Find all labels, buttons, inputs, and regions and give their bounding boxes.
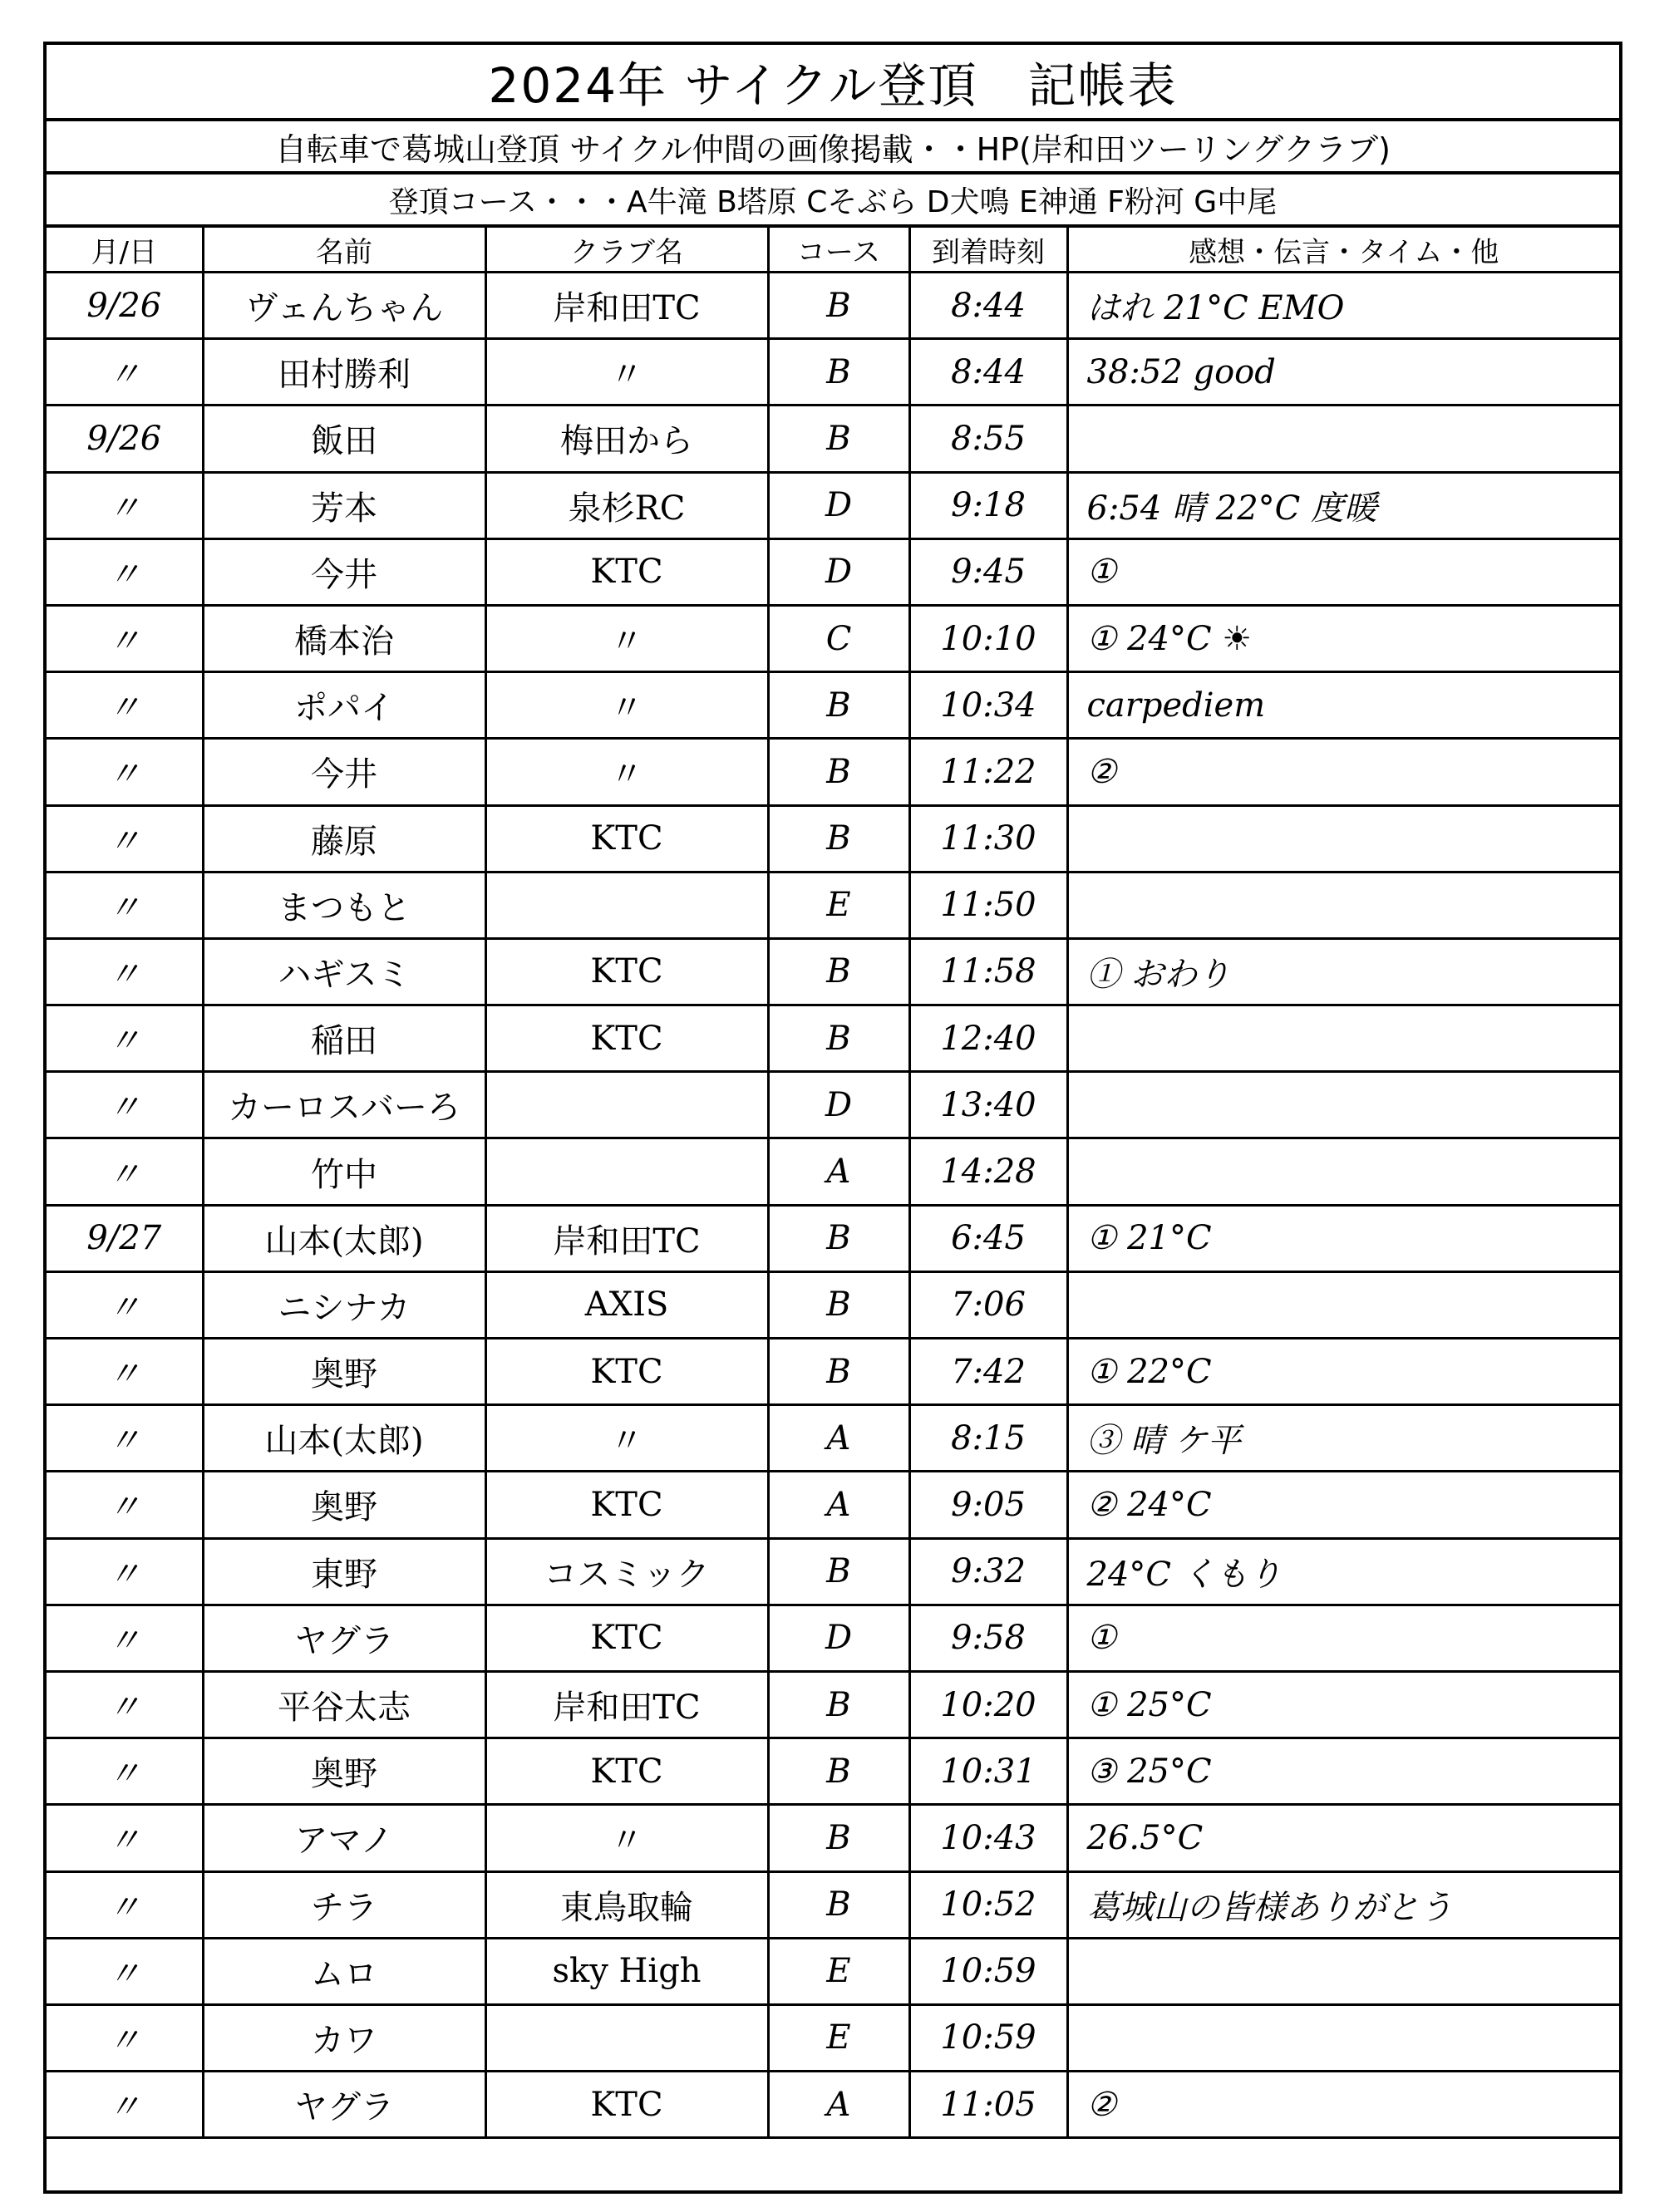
cell-time: 11:30 (909, 805, 1067, 872)
cell-time: 11:05 (909, 2072, 1067, 2138)
cell-date: 〃 (47, 605, 203, 671)
cell-note (1067, 1938, 1619, 2004)
cell-course: A (768, 1138, 909, 1205)
cell-course: B (768, 1805, 909, 1871)
cell-time: 9:18 (909, 472, 1067, 538)
cell-course: E (768, 2004, 909, 2071)
cell-note: ② (1067, 2072, 1619, 2138)
cell-note: ③ 25°C (1067, 1738, 1619, 1805)
cell-name: 山本(太郎) (203, 1205, 485, 1271)
col-name: 名前 (203, 228, 485, 273)
table-row (47, 1138, 1619, 1205)
cell-time: 9:58 (909, 1605, 1067, 1671)
cell-time: 10:31 (909, 1738, 1067, 1805)
cell-note: ① おわり (1067, 938, 1619, 1005)
cell-club (485, 1072, 768, 1138)
cell-course: B (768, 339, 909, 406)
cell-note: ① 25°C (1067, 1671, 1619, 1738)
table-row (47, 2072, 1619, 2138)
cell-club: KTC (485, 805, 768, 872)
cell-name: 田村勝利 (203, 339, 485, 406)
cell-time: 9:32 (909, 1538, 1067, 1605)
cell-name: ヴェんちゃん (203, 273, 485, 339)
course-legend: 登頂コース・・・A牛滝 B塔原 Cそぶら D犬鳴 E神通 F粉河 G中尾 (47, 175, 1619, 228)
table-row (47, 1938, 1619, 2004)
table-row (47, 273, 1619, 339)
cell-name: ニシナカ (203, 1271, 485, 1338)
cell-club: 〃 (485, 1405, 768, 1472)
cell-name: 藤原 (203, 805, 485, 872)
cell-note: ① 24°C ☀ (1067, 605, 1619, 671)
cell-club: KTC (485, 2072, 768, 2138)
cell-note: ① 21°C (1067, 1205, 1619, 1271)
cell-date: 〃 (47, 739, 203, 805)
cell-note (1067, 1138, 1619, 1205)
table-row (47, 1005, 1619, 1072)
cell-date: 〃 (47, 1538, 203, 1605)
cell-time: 8:55 (909, 406, 1067, 472)
header-row (47, 228, 1619, 273)
table-row (47, 1738, 1619, 1805)
page-title (47, 45, 1619, 121)
table-row (47, 1472, 1619, 1538)
cell-date: 〃 (47, 1605, 203, 1671)
cell-date: 9/27 (47, 1205, 203, 1271)
col-date: 月/日 (47, 228, 203, 273)
cell-club: sky High (485, 1938, 768, 2004)
cell-course: B (768, 1339, 909, 1405)
cell-date: 9/26 (47, 273, 203, 339)
cell-course: B (768, 1671, 909, 1738)
cell-date: 〃 (47, 2072, 203, 2138)
table-row (47, 1871, 1619, 1938)
cell-date: 9/26 (47, 406, 203, 472)
table-row (47, 1671, 1619, 1738)
cell-club: 〃 (485, 672, 768, 739)
cell-date: 〃 (47, 805, 203, 872)
table-row (47, 1405, 1619, 1472)
cell-date: 〃 (47, 672, 203, 739)
cell-time: 9:45 (909, 538, 1067, 605)
cell-note: ③ 晴 ケ平 (1067, 1405, 1619, 1472)
cell-course: B (768, 805, 909, 872)
table-row (47, 1538, 1619, 1605)
table-row (47, 1072, 1619, 1138)
cell-note (1067, 406, 1619, 472)
cell-time: 11:22 (909, 739, 1067, 805)
cell-time: 10:34 (909, 672, 1067, 739)
log-sheet (43, 42, 1622, 2194)
cell-name: 平谷太志 (203, 1671, 485, 1738)
cell-course: B (768, 1005, 909, 1072)
cell-date: 〃 (47, 1072, 203, 1138)
cell-name: 奥野 (203, 1339, 485, 1405)
title-left: 2024年 サイクル登頂 (488, 57, 978, 114)
table-body (47, 273, 1619, 2138)
cell-time: 9:05 (909, 1472, 1067, 1538)
cell-time: 10:52 (909, 1871, 1067, 1938)
cell-course: C (768, 605, 909, 671)
cell-name: 山本(太郎) (203, 1405, 485, 1472)
cell-course: E (768, 1938, 909, 2004)
cell-club: KTC (485, 938, 768, 1005)
cell-time: 13:40 (909, 1072, 1067, 1138)
cell-name: ヤグラ (203, 1605, 485, 1671)
cell-name: 東野 (203, 1538, 485, 1605)
cell-course: B (768, 938, 909, 1005)
cell-course: A (768, 1472, 909, 1538)
cell-name: カワ (203, 2004, 485, 2071)
cell-course: B (768, 672, 909, 739)
cell-note: 24°C くもり (1067, 1538, 1619, 1605)
cell-club: KTC (485, 1472, 768, 1538)
cell-note: 6:54 晴 22°C 度暖 (1067, 472, 1619, 538)
cell-note: ① (1067, 1605, 1619, 1671)
cell-club: 岸和田TC (485, 273, 768, 339)
col-course: コース (768, 228, 909, 273)
cell-name: ヤグラ (203, 2072, 485, 2138)
cell-course: B (768, 1271, 909, 1338)
cell-name: 竹中 (203, 1138, 485, 1205)
cell-note (1067, 805, 1619, 872)
cell-course: B (768, 739, 909, 805)
cell-time: 8:44 (909, 273, 1067, 339)
cell-name: 今井 (203, 739, 485, 805)
cell-note: carpediem (1067, 672, 1619, 739)
cell-club: 梅田から (485, 406, 768, 472)
cell-club: KTC (485, 538, 768, 605)
table-row (47, 339, 1619, 406)
cell-club: KTC (485, 1005, 768, 1072)
table-row (47, 1205, 1619, 1271)
cell-time: 12:40 (909, 1005, 1067, 1072)
cell-name: 稲田 (203, 1005, 485, 1072)
cell-club: 〃 (485, 739, 768, 805)
cell-note (1067, 1005, 1619, 1072)
subtitle: 自転車で葛城山登頂 サイクル仲間の画像掲載・・HP(岸和田ツーリングクラブ) (47, 121, 1619, 175)
cell-club: 〃 (485, 339, 768, 406)
table-row (47, 938, 1619, 1005)
table-row (47, 1339, 1619, 1405)
cell-club: 泉杉RC (485, 472, 768, 538)
cell-course: A (768, 2072, 909, 2138)
cell-name: まつもと (203, 872, 485, 938)
cell-course: B (768, 1205, 909, 1271)
cell-course: B (768, 1738, 909, 1805)
cell-note: ① (1067, 538, 1619, 605)
col-club: クラブ名 (485, 228, 768, 273)
table-row (47, 472, 1619, 538)
cell-course: B (768, 1538, 909, 1605)
cell-note: 26.5°C (1067, 1805, 1619, 1871)
cell-name: ポパイ (203, 672, 485, 739)
cell-note (1067, 1271, 1619, 1338)
cell-name: 奥野 (203, 1472, 485, 1538)
cell-date: 〃 (47, 1805, 203, 1871)
cell-course: B (768, 406, 909, 472)
cell-time: 10:43 (909, 1805, 1067, 1871)
cell-course: D (768, 1072, 909, 1138)
cell-course: B (768, 1871, 909, 1938)
cell-date: 〃 (47, 2004, 203, 2071)
col-arrival: 到着時刻 (909, 228, 1067, 273)
title-right: 記帳表 (1027, 57, 1178, 114)
cell-club: KTC (485, 1339, 768, 1405)
cell-club: コスミック (485, 1538, 768, 1605)
cell-time: 6:45 (909, 1205, 1067, 1271)
cell-name: アマノ (203, 1805, 485, 1871)
cell-club (485, 2004, 768, 2071)
cell-date: 〃 (47, 1138, 203, 1205)
cell-club: KTC (485, 1605, 768, 1671)
cell-time: 10:59 (909, 1938, 1067, 2004)
cell-note: 葛城山の皆様ありがとう (1067, 1871, 1619, 1938)
log-table (47, 228, 1619, 2139)
cell-time: 7:06 (909, 1271, 1067, 1338)
table-row (47, 406, 1619, 472)
cell-club: 東鳥取輪 (485, 1871, 768, 1938)
cell-note: ② 24°C (1067, 1472, 1619, 1538)
cell-note: 38:52 good (1067, 339, 1619, 406)
cell-name: 橋本治 (203, 605, 485, 671)
cell-club: KTC (485, 1738, 768, 1805)
cell-name: チラ (203, 1871, 485, 1938)
cell-note: ② (1067, 739, 1619, 805)
table-row (47, 672, 1619, 739)
cell-date: 〃 (47, 1938, 203, 2004)
cell-club: 岸和田TC (485, 1205, 768, 1271)
cell-date: 〃 (47, 339, 203, 406)
table-row (47, 1271, 1619, 1338)
cell-note (1067, 872, 1619, 938)
table-row (47, 538, 1619, 605)
cell-club: 〃 (485, 605, 768, 671)
cell-time: 7:42 (909, 1339, 1067, 1405)
cell-date: 〃 (47, 538, 203, 605)
cell-date: 〃 (47, 1005, 203, 1072)
cell-time: 8:15 (909, 1405, 1067, 1472)
cell-club: AXIS (485, 1271, 768, 1338)
table-row (47, 605, 1619, 671)
cell-name: 奥野 (203, 1738, 485, 1805)
cell-time: 11:58 (909, 938, 1067, 1005)
cell-name: カーロスバーろ (203, 1072, 485, 1138)
cell-club (485, 1138, 768, 1205)
cell-date: 〃 (47, 1871, 203, 1938)
table-row (47, 805, 1619, 872)
cell-date: 〃 (47, 1405, 203, 1472)
cell-name: 今井 (203, 538, 485, 605)
table-row (47, 872, 1619, 938)
col-note: 感想・伝言・タイム・他 (1067, 228, 1619, 273)
cell-time: 10:59 (909, 2004, 1067, 2071)
cell-course: B (768, 273, 909, 339)
cell-date: 〃 (47, 1738, 203, 1805)
cell-time: 10:20 (909, 1671, 1067, 1738)
cell-time: 8:44 (909, 339, 1067, 406)
cell-date: 〃 (47, 1472, 203, 1538)
cell-course: A (768, 1405, 909, 1472)
cell-course: D (768, 538, 909, 605)
cell-name: 芳本 (203, 472, 485, 538)
cell-time: 10:10 (909, 605, 1067, 671)
cell-club: 岸和田TC (485, 1671, 768, 1738)
cell-club (485, 872, 768, 938)
cell-club: 〃 (485, 1805, 768, 1871)
table-row (47, 1605, 1619, 1671)
cell-time: 11:50 (909, 872, 1067, 938)
cell-date: 〃 (47, 1339, 203, 1405)
cell-date: 〃 (47, 472, 203, 538)
cell-note: はれ 21°C EMO (1067, 273, 1619, 339)
cell-name: 飯田 (203, 406, 485, 472)
cell-date: 〃 (47, 938, 203, 1005)
cell-course: E (768, 872, 909, 938)
cell-note: ① 22°C (1067, 1339, 1619, 1405)
cell-name: ムロ (203, 1938, 485, 2004)
cell-date: 〃 (47, 872, 203, 938)
cell-date: 〃 (47, 1671, 203, 1738)
table-row (47, 1805, 1619, 1871)
table-row (47, 2004, 1619, 2071)
cell-note (1067, 2004, 1619, 2071)
cell-date: 〃 (47, 1271, 203, 1338)
cell-course: D (768, 472, 909, 538)
cell-name: ハギスミ (203, 938, 485, 1005)
cell-course: D (768, 1605, 909, 1671)
cell-time: 14:28 (909, 1138, 1067, 1205)
table-row (47, 739, 1619, 805)
cell-note (1067, 1072, 1619, 1138)
